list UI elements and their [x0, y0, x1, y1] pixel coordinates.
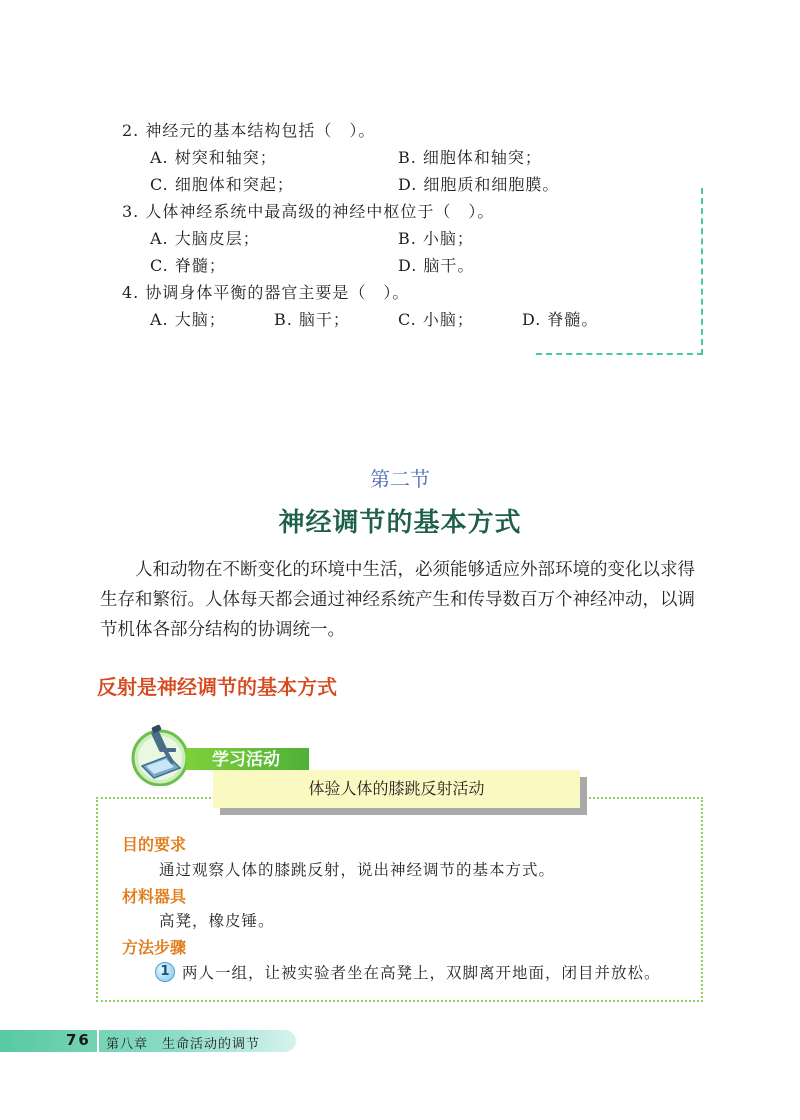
step-1-number: 1	[155, 962, 175, 982]
steps-heading: 方法步骤	[122, 938, 187, 957]
subheading: 反射是神经调节的基本方式	[97, 675, 337, 699]
question-4-option-c: C. 小脑；	[398, 310, 474, 329]
question-4-option-d: D. 脊髓。	[522, 310, 599, 329]
intro-line-2: 生存和繁衍。人体每天都会通过神经系统产生和传导数百万个神经冲动，以调	[100, 590, 695, 610]
question-3-option-c: C. 脊髓；	[150, 256, 226, 275]
section-title: 神经调节的基本方式	[278, 508, 522, 538]
question-2-option-a: A. 树突和轴突；	[150, 148, 277, 167]
question-3-option-a: A. 大脑皮层；	[150, 229, 260, 248]
question-3-stem: 3. 人体神经系统中最高级的神经中枢位于（ ）。	[122, 202, 495, 221]
activity-label: 学习活动	[212, 750, 280, 770]
question-2-option-d: D. 细胞质和细胞膜。	[398, 175, 560, 194]
question-4-stem: 4. 协调身体平衡的器官主要是（ ）。	[122, 283, 410, 302]
intro-line-1: 人和动物在不断变化的环境中生活，必须能够适应外部环境的变化以求得	[100, 560, 695, 580]
exercise-box-border	[536, 188, 703, 355]
question-2-stem: 2. 神经元的基本结构包括（ ）。	[122, 121, 376, 140]
page-number: 76	[66, 1031, 91, 1049]
step-1-text: 两人一组，让被实验者坐在高凳上，双脚离开地面，闭目并放松。	[182, 964, 661, 982]
goal-text: 通过观察人体的膝跳反射，说出神经调节的基本方式。	[159, 861, 556, 879]
activity-title: 体验人体的膝跳反射活动	[213, 770, 580, 808]
materials-heading: 材料器具	[122, 887, 187, 906]
question-4-option-b: B. 脑干；	[274, 310, 350, 329]
microscope-icon	[128, 722, 192, 786]
question-3-option-d: D. 脑干。	[398, 256, 475, 275]
question-3-option-b: B. 小脑；	[398, 229, 474, 248]
goal-heading: 目的要求	[122, 835, 187, 854]
footer-chapter: 第八章 生命活动的调节	[106, 1037, 261, 1052]
question-2-option-b: B. 细胞体和轴突；	[398, 148, 542, 167]
materials-text: 高凳，橡皮锤。	[159, 912, 275, 930]
footer-divider	[97, 1030, 99, 1052]
intro-line-3: 节机体各部分结构的协调统一。	[100, 620, 345, 640]
question-2-option-c: C. 细胞体和突起；	[150, 175, 294, 194]
section-number: 第二节	[370, 467, 430, 491]
question-4-option-a: A. 大脑；	[150, 310, 226, 329]
